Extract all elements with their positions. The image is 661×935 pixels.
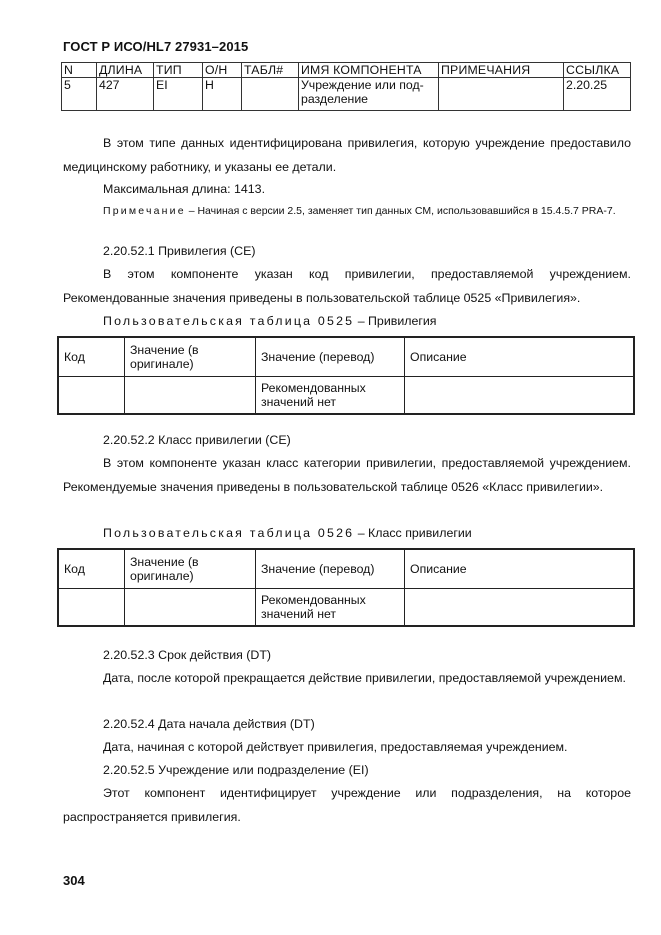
table-1-caption — [63, 309, 631, 333]
caption-spaced: Пользовательская таблица 0525 — [103, 314, 355, 328]
note-text: – Начиная с версии 2.5, заменяет тип данных CM, использовавшийся в 15.4.5.7 PRA-7. — [185, 205, 616, 217]
cell-n: 5 — [62, 78, 97, 111]
cell-original — [125, 377, 256, 415]
section-3-text: Дата, после которой прекращается действие привилегии, предоставляемой учреждением. — [103, 671, 626, 685]
table-row — [58, 589, 634, 627]
col-code: Код — [58, 337, 125, 377]
paragraph-max-length: Максимальная длина: 1413. — [103, 182, 266, 196]
col-type: ТИП — [154, 63, 203, 78]
cell-type: EI — [154, 78, 203, 111]
col-n: N — [62, 63, 97, 78]
section-4-text: Дата, начиная с которой действует привилегия, предоставляемая учреждением. — [103, 740, 568, 754]
section-4-heading: 2.20.52.4 Дата начала действия (DT) — [103, 717, 315, 731]
section-2-text: В этом компоненте указан класс категории привилегии, предоставляемой учреждением. Рекомендуемые значения приведены в пользовательской таблице 0526 «Класс привилегии». — [63, 456, 631, 494]
document-header: ГОСТ Р ИСО/HL7 27931–2015 — [63, 39, 249, 54]
value-table-0525 — [57, 336, 635, 415]
cell-original — [125, 589, 256, 627]
col-translation: Значение (перевод) — [256, 337, 405, 377]
table-row — [62, 78, 631, 111]
cell-length: 427 — [97, 78, 154, 111]
cell-reference: 2.20.25 — [564, 78, 631, 111]
component-table — [61, 62, 631, 111]
col-opt: О/Н — [203, 63, 242, 78]
cell-code — [58, 589, 125, 627]
cell-table — [242, 78, 299, 111]
col-reference: ССЫЛКА — [564, 63, 631, 78]
caption-spaced: Пользовательская таблица 0526 — [103, 526, 355, 540]
table-row — [58, 377, 634, 415]
col-component-name: ИМЯ КОМПОНЕНТА — [299, 63, 439, 78]
table-2-caption — [63, 521, 631, 545]
section-3-heading: 2.20.52.3 Срок действия (DT) — [103, 648, 272, 662]
table-header-row — [58, 337, 634, 377]
section-1-text: В этом компоненте указан код привилегии, предоставляемой учреждением. Рекомендованные значения приведены в пользовательской таблице 0525 «Привилегия». — [63, 267, 631, 305]
name-line-1: Учреждение или под- — [301, 78, 424, 92]
col-original: Значение (в оригинале) — [125, 337, 256, 377]
col-description: Описание — [405, 337, 635, 377]
page-number: 304 — [63, 873, 85, 888]
col-table: ТАБЛ# — [242, 63, 299, 78]
cell-description — [405, 589, 635, 627]
section-5-heading: 2.20.52.5 Учреждение или подразделение (EI) — [103, 763, 369, 777]
col-description: Описание — [405, 549, 635, 589]
note — [63, 200, 631, 222]
caption-rest: – Привилегия — [354, 314, 437, 328]
value-table-0526 — [57, 548, 635, 627]
col-translation: Значение (перевод) — [256, 549, 405, 589]
name-line-2: разделение — [301, 92, 369, 106]
cell-translation: Рекомендованных значений нет — [256, 377, 405, 415]
cell-translation: Рекомендованных значений нет — [256, 589, 405, 627]
section-1-heading: 2.20.52.1 Привилегия (CE) — [103, 244, 256, 258]
note-label: Примечание — [103, 205, 186, 217]
table-header-row — [58, 549, 634, 589]
cell-description — [405, 377, 635, 415]
col-notes: ПРИМЕЧАНИЯ — [439, 63, 564, 78]
cell-notes — [439, 78, 564, 111]
paragraph-intro: В этом типе данных идентифицирована привилегия, которую учреждение предоставило медицинскому работнику, и указаны ее детали. — [63, 136, 631, 174]
col-original: Значение (в оригинале) — [125, 549, 256, 589]
caption-rest: – Класс привилегии — [354, 526, 472, 540]
section-5-text: Этот компонент идентифицирует учреждение или подразделения, на которое распространяется привилегия. — [63, 786, 631, 824]
cell-opt: H — [203, 78, 242, 111]
section-2-heading: 2.20.52.2 Класс привилегии (CE) — [103, 433, 291, 447]
cell-code — [58, 377, 125, 415]
col-code: Код — [58, 549, 125, 589]
col-length: ДЛИНА — [97, 63, 154, 78]
cell-component-name — [299, 78, 439, 111]
table-header-row — [62, 63, 631, 78]
